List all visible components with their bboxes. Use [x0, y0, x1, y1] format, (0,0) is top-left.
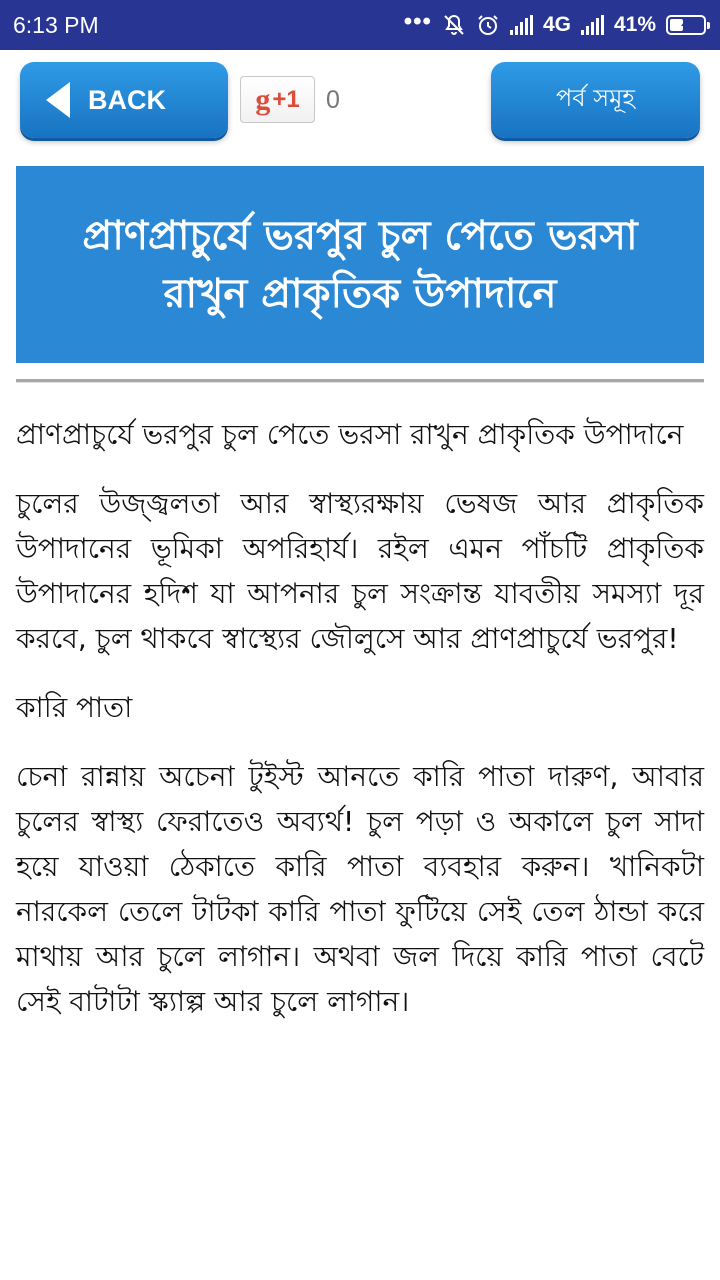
back-button[interactable] — [20, 62, 228, 138]
article-paragraph: চুলের উজ্জ্বলতা আর স্বাস্থ্যরক্ষায় ভেষজ আর প্রাকৃতিক উপাদানের ভূমিকা অপরিহার্য। রইল এমন পাঁচটি প্রাকৃতিক উপাদানের হদিশ যা আপনার চুল সংক্রান্ত যাবতীয় সমস্যা দূর করবে, চুল থাকবে স্বাস্থ্যের জৌলুসে আর প্রাণপ্রাচুর্যে ভরপুর! — [16, 487, 704, 655]
plus-one-label: +1 — [272, 85, 300, 113]
status-bar — [0, 0, 720, 50]
google-plus-one-button[interactable] — [240, 76, 315, 123]
divider — [16, 379, 704, 383]
plus-one-count: 0 — [326, 86, 340, 114]
article-title-banner — [16, 166, 704, 363]
episodes-button-label: পর্ব সমূহ — [555, 84, 636, 112]
article-paragraph: প্রাণপ্রাচুর্যে ভরপুর চুল পেতে ভরসা রাখুন প্রাকৃতিক উপাদানে — [16, 418, 684, 451]
back-button-label: BACK — [88, 84, 166, 115]
mute-icon — [442, 13, 466, 37]
status-icons — [403, 8, 706, 37]
signal-icon — [510, 15, 533, 35]
battery-charging-icon — [666, 15, 706, 35]
article-paragraph: চেনা রান্নায় অচেনা টুইস্ট আনতে কারি পাতা দারুণ, আবার চুলের স্বাস্থ্য ফেরাতেও অব্যর্থ! চুল পড়া ও অকালে চুল সাদা হয়ে যাওয়া ঠেকাতে কারি পাতা ব্যবহার করুন। খানিকটা নারকেল তেলে টাটকা কারি পাতা ফুটিয়ে সেই তেল ঠান্ডা করে মাথায় আর চুলে লাগান। অথবা জল দিয়ে কারি পাতা বেটে সেই বাটাটা স্ক্যাল্প আর চুলে লাগান। — [16, 760, 704, 1018]
article-subheading: কারি পাতা — [16, 691, 133, 724]
article-body — [16, 412, 704, 1048]
google-plus-icon: g — [255, 82, 271, 116]
battery-percent: 41% — [613, 13, 656, 36]
status-time: 6:13 PM — [13, 11, 99, 38]
article-title: প্রাণপ্রাচুর্যে ভরপুর চুল পেতে ভরসা রাখুন প্রাকৃতিক উপাদানে — [82, 212, 638, 317]
signal-icon — [581, 15, 604, 35]
back-arrow-icon — [46, 82, 70, 118]
network-type: 4G — [542, 13, 571, 36]
episodes-button[interactable] — [491, 62, 700, 138]
more-notifications-icon: ••• — [403, 8, 432, 35]
alarm-icon — [476, 13, 500, 37]
